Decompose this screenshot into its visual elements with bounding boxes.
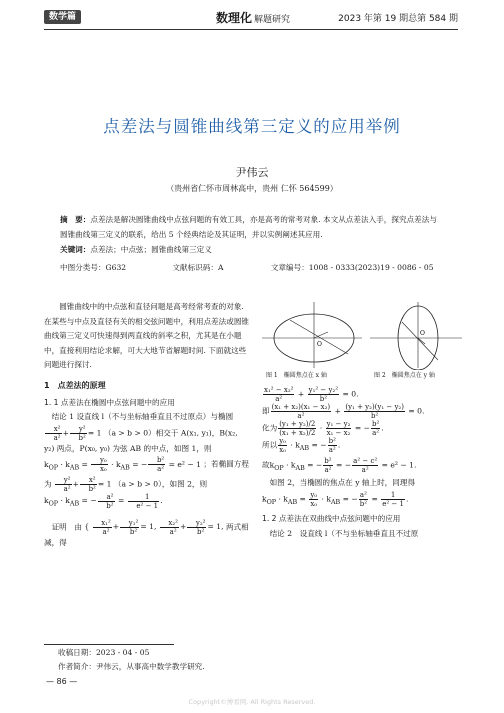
author-name: 尹伟云 [235, 166, 269, 179]
subsection-heading-1-2: 1. 2 点差法在双曲线中点弦问题中的应用 [262, 514, 401, 524]
received-date: 收稿日期：2023 - 04 - 05 [58, 648, 150, 657]
formula-y2-a2: $\frac{\text{y²}}{\text{a²}}$ [55, 476, 72, 493]
formula-x2-a2: $\frac{\text{x²}}{\text{a²}}$ [45, 425, 62, 442]
page-number: — 86 — [46, 677, 78, 686]
formula-slope-product-1: $k_{OP} \cdot k_{AB}$ = $\frac{\text{y₀}}{\text{x₀}}$ · $k_{AB}$ = − $\frac{\text{b²}}{\text{a²}}$ = e² − 1 [44, 456, 201, 474]
abstract-body [60, 212, 440, 242]
classification-meta [60, 262, 444, 273]
formula-conclusion: 故$k_{OP} \cdot k_{AB}$ = − $\frac{\text{b²}}{\text{a²}}$ = − $\frac{\text{a² − c²}}{\text{a²}}$ = e² − 1. [262, 456, 417, 474]
conclusion-1-text-c: ；若椭圆方程为 [44, 459, 249, 489]
note-y-axis: 如图 2，当椭圆的焦点在 y 轴上时，同理得 [269, 478, 416, 488]
left-column [44, 300, 250, 550]
section-heading-1: 1 点差法的原理 [44, 380, 106, 390]
clc-number: 中图分类号：G632 [60, 263, 127, 272]
conclusion-1-label: 结论 1 [51, 412, 75, 422]
abstract-label: 摘 要： [60, 215, 91, 224]
abstract-text: 点差法是解决圆锥曲线中点弦问题的有效工具，亦是高考的常考对象. 本文从点差法入手，探究点差法与圆锥曲线第三定义的联系，给出 5 个经典结论及其证明，并以实例阐述其应用. [60, 215, 437, 239]
intro-paragraph: 圆锥曲线中的中点弦和直径问题是高考经常考查的对象. 在某些与中点及直径有关的相交弦问题中，利用点差法或圆锥曲线第三定义可快速得到两直线的斜率之积，尤其是在小题中，直接利用结论求解，可大大地节省解题时间. 下面就这些问题进行探讨. [44, 302, 250, 370]
formula-subtract-result: $\frac{\text{x₁² − x₂²}}{\text{a²}}$ + $\frac{\text{y₁² − y₂²}}{\text{b²}}$ = 0. [264, 386, 359, 403]
keywords [60, 242, 440, 257]
keywords-text: 点差法；中点弦；圆锥曲线第三定义 [90, 245, 212, 254]
formula-y2-b2: $\frac{\text{y²}}{\text{b²}}$ [70, 425, 87, 442]
conclusion-1-text-d: （a > b > 0），如图 2，则 [113, 479, 208, 489]
label-huawei: 化为 [262, 423, 278, 433]
formula-x2-b2: $\frac{\text{x²}}{\text{b²}}$ [80, 476, 97, 493]
copyright-watermark: Copyright©博看网. All Rights Reserved. [188, 698, 316, 706]
footnote-rule [44, 644, 174, 645]
conclusion-2: 结论 2 设直线 l（不与坐标轴垂直且不过原 [269, 529, 419, 539]
svg-text:O: O [317, 341, 322, 348]
keywords-label: 关键词： [60, 245, 91, 254]
header-rule [44, 29, 458, 30]
proof-1-tail: 两式相减，得 [44, 522, 249, 547]
proof-1-label: 证明 由 [51, 522, 82, 532]
section-badge: 数学篇 [44, 10, 81, 24]
author-affiliation: （贵州省仁怀市周林高中，贵州 仁怀 564599） [166, 184, 338, 193]
issue-info: 2023 年第 19 期总第 584 期 [338, 14, 458, 24]
ellipse-figures [262, 300, 462, 370]
journal-header [0, 0, 504, 32]
author-bio: 作者简介：尹伟云，从事高中数学教学研究. [58, 662, 205, 671]
formula-therefore: 所以 $\frac{\text{y₀}}{\text{x₀}}$ · $k_{AB}$ = − $\frac{\text{b²}}{\text{a²}}$ . [262, 437, 341, 454]
figure-2-caption: 图 2 椭圆焦点在 y 轴 [374, 372, 435, 379]
subsection-heading-1-1: 1. 1 点差法在椭圆中点弦问题中的应用 [44, 397, 175, 407]
right-column [262, 386, 462, 542]
journal-logo-text: 数理化 [216, 11, 253, 25]
figure-1-ellipse-x-axis [262, 302, 362, 368]
formula-factored: 即 $\frac{\text{(x₁ + x₂)(x₁ − x₂)}}{\text{a²}}$ + $\frac{\text{(y₁ + y₂)(y₁ − y₂)}}{\text{b²}}$ = 0. [262, 403, 425, 420]
article-number: 文章编号：1008 - 0333(2023)19 - 0086 - 05 [270, 263, 434, 272]
formula-proof-system: { $\frac{\text{x₁²}}{\text{a²}}$ + $\frac{\text{y₁²}}{\text{b²}}$ = 1, $\frac{\text{x₂²}}{\text{a²}}$ + $\frac{\text{y₂²}}{\text{b²}}$ = 1, [84, 518, 224, 536]
document-code: 文献标识码：A [172, 263, 224, 272]
proof-1 [44, 519, 250, 551]
figures-area [262, 300, 462, 380]
label-suoyi: 所以 [262, 440, 278, 450]
conclusion-1-text-b: （a > b > 0）相交于 A(x₁, y₁)，B(x₂, y₂) 两点，P(x₀, y₀) 为弦 AB 的中点，如图 1，则 [44, 428, 238, 453]
svg-text:O: O [420, 330, 425, 337]
label-ji: 即 [262, 406, 270, 416]
label-gu: 故 [262, 460, 270, 470]
formula-simplified: 化为 $\frac{\text{(y₁ + y₂)/2}}{\text{(x₁ + x₂)/2}}$ · $\frac{\text{y₁ − y₂}}{\text{x₁ − x₂}}$ = − $\frac{\text{b²}}{\text{a²}}$ . [262, 420, 384, 437]
formula-y-axis-result: $k_{OP} \cdot k_{AB}$ = $\frac{\text{y₀}}{\text{x₀}}$ · $k_{AB}$ = − $\frac{\text{a²}}{\text{b²}}$ = $\frac{1}{\text{e² − 1}}$ . [262, 490, 409, 508]
conclusion-1: 结论 1 设直线 l（不与坐标轴垂直且不过原点）与椭圆 $\frac{\text{x²}}{\text{a²}}$ + $\frac{\text{y²}}{\text{b²}}$ = 1 （a > b > 0）相交于 A(x₁, y₁)，B(x₂, y₂) 两点，P(x₀, y₀) 为弦 AB 的中点，如图 1，则 $k_{OP} \cdot k_{AB}$ = $\frac{\text{y₀}}{\text{x₀}}$ · $k_{AB}$ = − $\frac{\text{b²}}{\text{a²}}$ = e² − 1 ；若椭圆方程为 $\frac{\text{y²}}{\text{a²}}$ + $\frac{\text{x²}}{\text{b²}}$ = 1 （a > b > 0），如图 2，则 $k_{OP} \cdot k_{AB}$ = − $\frac{\text{a²}}{\text{b²}}$ = $\frac{1}{\text{e² − 1}}$ . [44, 412, 249, 510]
figure-1-caption: 图 1 椭圆焦点在 x 轴 [266, 372, 327, 379]
abstract [60, 212, 440, 257]
conclusion-1-text-a: 设直线 l（不与坐标轴垂直且不过原点）与椭圆 [76, 412, 234, 422]
figure-2-ellipse-y-axis [370, 302, 462, 370]
formula-slope-product-2: $k_{OP} \cdot k_{AB}$ = − $\frac{\text{a²}}{\text{b²}}$ = $\frac{1}{\text{e² − 1}}$ . [44, 492, 163, 510]
article-title: 点差法与圆锥曲线第三定义的应用举例 [103, 117, 401, 136]
journal-logo-sub: 解题研究 [254, 15, 291, 25]
journal-logo [216, 9, 290, 26]
